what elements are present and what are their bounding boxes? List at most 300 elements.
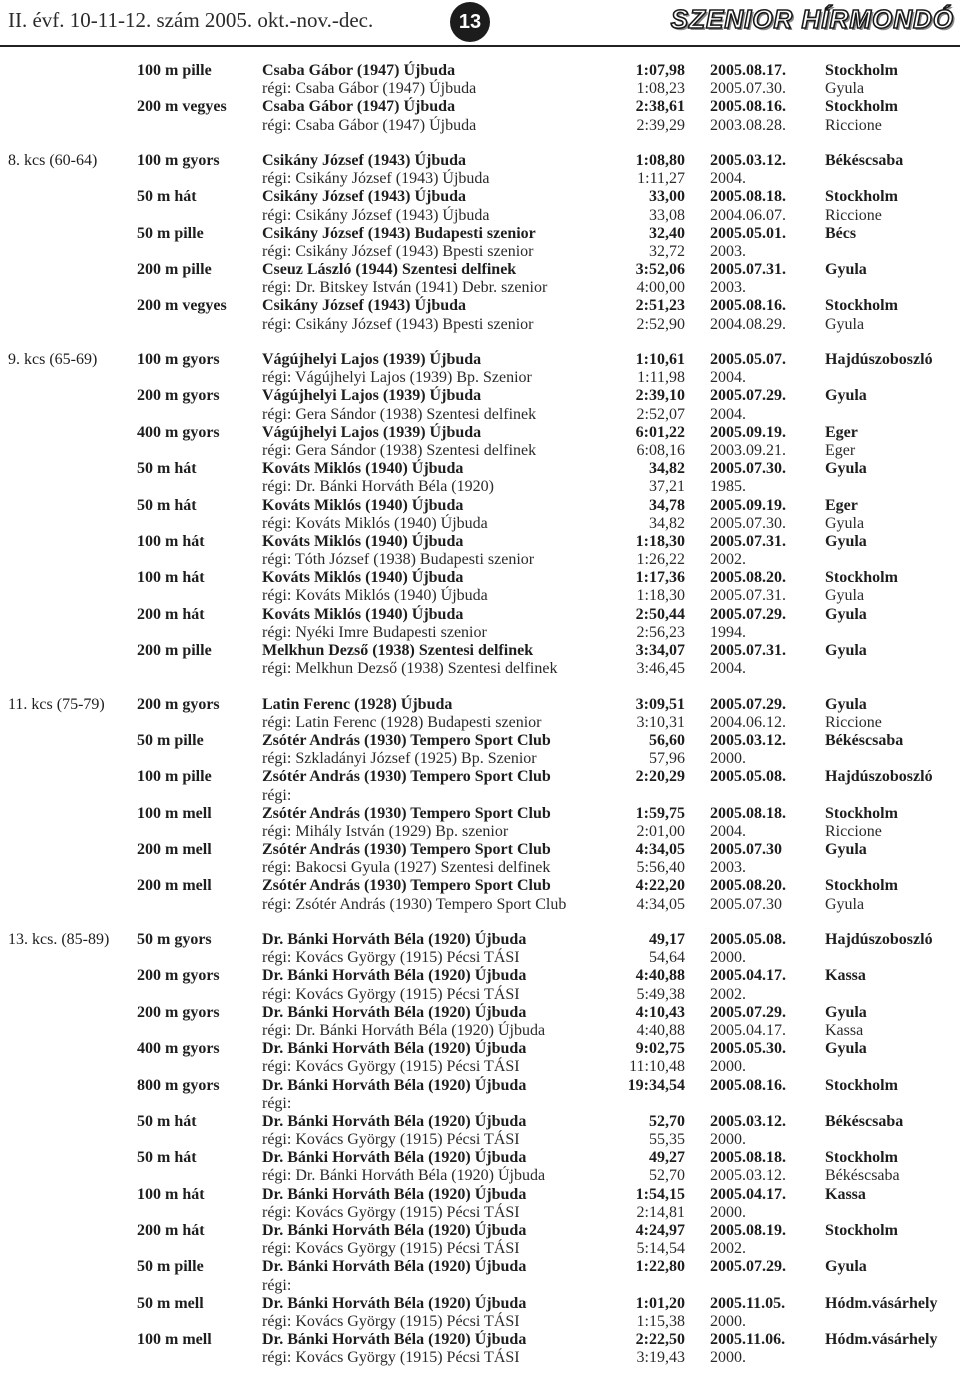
table-row: [0, 243, 960, 261]
table-row: [0, 533, 960, 551]
table-row: [0, 768, 960, 786]
swimmer-cell: Melkhun Dezső (1938) Szentesi delfinek: [262, 642, 534, 659]
date-cell: 2000.: [710, 1131, 746, 1149]
date-cell: 2005.08.18.: [710, 188, 786, 206]
swimmer-cell: Zsótér András (1930) Tempero Sport Club: [262, 804, 551, 822]
swimmer-cell: régi: Kovács György (1915) Pécsi TÁSI: [262, 1349, 520, 1367]
swimmer-cell: régi: Mihály István (1929) Bp. szenior: [262, 822, 509, 840]
page-header: [0, 0, 960, 42]
swimmer-cell: Dr. Bánki Horváth Béla (1920) Újbuda: [262, 1112, 527, 1130]
place-cell: Hódm.vásárhely: [825, 1294, 938, 1312]
place-cell: Gyula: [825, 605, 867, 623]
date-cell: 2000.: [710, 1058, 746, 1076]
table-row: [0, 279, 960, 297]
time-cell: 4:40,88: [635, 967, 685, 985]
event-cell: 100 m gyors: [137, 151, 220, 169]
time-cell: 2:50,44: [635, 605, 685, 623]
time-cell: 2:14,81: [636, 1203, 685, 1221]
swimmer-cell: régi:: [262, 1094, 292, 1112]
table-row: [0, 261, 960, 279]
time-cell: 1:18,30: [636, 587, 685, 605]
time-cell: 32,40: [649, 224, 685, 242]
time-cell: 1:08,23: [636, 80, 685, 98]
time-cell: 54,64: [649, 949, 685, 967]
swimmer-cell: Csaba Gábor (1947) Újbuda: [262, 98, 456, 116]
place-cell: Gyula: [825, 695, 867, 713]
date-cell: 2005.03.12.: [710, 731, 786, 749]
date-cell: 2005.05.30.: [710, 1040, 786, 1058]
event-cell: 800 m gyors: [137, 1076, 220, 1094]
swimmer-cell: Latin Ferenc (1928) Újbuda: [262, 695, 453, 713]
date-cell: 2005.05.08.: [710, 768, 786, 786]
swimmer-cell: Dr. Bánki Horváth Béla (1920) Újbuda: [262, 1185, 527, 1203]
time-cell: 4:34,05: [635, 841, 685, 859]
date-cell: 2005.08.20.: [710, 877, 786, 895]
swimmer-cell: régi: Dr. Bánki Horváth Béla (1920) Újbuda: [262, 1167, 546, 1185]
table-row: [0, 877, 960, 895]
swimmer-cell: régi: Kovács György (1915) Pécsi TÁSI: [262, 985, 520, 1003]
event-cell: 50 m hát: [137, 1149, 197, 1167]
table-row: [0, 207, 960, 225]
date-cell: 2000.: [710, 1312, 746, 1330]
table-row: [0, 841, 960, 859]
time-cell: 6:01,22: [635, 423, 685, 441]
event-cell: 200 m hát: [137, 605, 205, 623]
swimmer-cell: Vágújhelyi Lajos (1939) Újbuda: [262, 423, 482, 441]
table-row: [0, 1313, 960, 1331]
date-cell: 2000.: [710, 949, 746, 967]
date-cell: 2005.07.30.: [710, 460, 786, 478]
time-cell: 33,00: [649, 188, 685, 206]
time-cell: 34,82: [649, 460, 685, 478]
place-cell: Stockholm: [825, 877, 898, 895]
place-cell: Gyula: [825, 895, 865, 913]
time-cell: 3:19,43: [636, 1349, 685, 1367]
event-cell: 200 m mell: [137, 841, 212, 859]
date-cell: 2005.07.30.: [710, 514, 786, 532]
date-cell: 2002.: [710, 985, 746, 1003]
swimmer-cell: Csikány József (1943) Újbuda: [262, 151, 467, 169]
place-cell: Stockholm: [825, 98, 898, 116]
swimmer-cell: Zsótér András (1930) Tempero Sport Club: [262, 731, 551, 749]
table-row: [0, 117, 960, 135]
time-cell: 49,27: [649, 1149, 685, 1167]
place-cell: Eger: [825, 496, 858, 514]
place-cell: Riccione: [825, 206, 882, 224]
time-cell: 4:22,20: [635, 877, 685, 895]
time-cell: 1:22,80: [635, 1258, 685, 1276]
date-cell: 2000.: [710, 750, 746, 768]
table-row: [0, 569, 960, 587]
swimmer-cell: Kováts Miklós (1940) Újbuda: [262, 496, 464, 514]
age-category-cell: 11. kcs (75-79): [8, 695, 105, 713]
time-cell: 2:52,90: [636, 315, 685, 333]
swimmer-cell: Csikány József (1943) Újbuda: [262, 188, 467, 206]
place-cell: Hajdúszoboszló: [825, 768, 933, 786]
event-cell: 100 m hát: [137, 532, 205, 550]
date-cell: 2000.: [710, 1349, 746, 1367]
place-cell: Gyula: [825, 1003, 867, 1021]
place-cell: Hajdúszoboszló: [825, 931, 933, 948]
table-row: [0, 1258, 960, 1276]
time-cell: 1:11,98: [637, 369, 685, 387]
time-cell: 2:56,23: [636, 623, 685, 641]
header-rule: [0, 45, 960, 47]
place-cell: Stockholm: [825, 804, 898, 822]
date-cell: 2002.: [710, 1240, 746, 1258]
time-cell: 2:22,50: [635, 1331, 685, 1349]
place-cell: Gyula: [825, 1040, 867, 1058]
swimmer-cell: régi: Gera Sándor (1938) Szentesi delfinek: [262, 405, 537, 423]
date-cell: 2003.: [710, 859, 746, 877]
date-cell: 2005.07.31.: [710, 261, 786, 279]
swimmer-cell: Zsótér András (1930) Tempero Sport Club: [262, 877, 551, 895]
table-row: [0, 1149, 960, 1167]
place-cell: Stockholm: [825, 1222, 898, 1239]
date-cell: 2003.: [710, 279, 746, 297]
time-cell: 4:34,05: [636, 895, 685, 913]
place-cell: Hajdúszoboszló: [825, 351, 933, 368]
time-cell: 49,17: [649, 931, 685, 948]
event-cell: 100 m hát: [137, 569, 205, 587]
table-row: [0, 967, 960, 985]
table-row: [0, 1167, 960, 1185]
table-row: [0, 297, 960, 315]
date-cell: 2005.08.20.: [710, 569, 786, 587]
table-row: [0, 1022, 960, 1040]
table-row: [0, 80, 960, 98]
place-cell: Kassa: [825, 1185, 866, 1203]
time-cell: 1:11,27: [637, 170, 685, 188]
time-cell: 4:40,88: [636, 1021, 685, 1039]
date-cell: 2005.08.16.: [710, 1076, 786, 1094]
event-cell: 200 m vegyes: [137, 297, 227, 315]
date-cell: 2005.07.29.: [710, 1258, 786, 1276]
swimmer-cell: régi: Dr. Bánki Horváth Béla (1920): [262, 478, 494, 496]
table-row: [0, 696, 960, 714]
swimmer-cell: régi: Dr. Bitskey István (1941) Debr. szenior: [262, 279, 548, 297]
swimmer-cell: régi: Csaba Gábor (1947) Újbuda: [262, 80, 477, 98]
table-row: [0, 660, 960, 678]
time-cell: 52,70: [649, 1167, 685, 1185]
place-cell: Gyula: [825, 261, 867, 279]
swimmer-cell: régi: Kovács György (1915) Pécsi TÁSI: [262, 1203, 520, 1221]
table-row: [0, 1240, 960, 1258]
table-row: [0, 1095, 960, 1113]
table-row: [0, 478, 960, 496]
place-cell: Stockholm: [825, 62, 898, 79]
table-row: [0, 949, 960, 967]
event-cell: 200 m vegyes: [137, 98, 227, 116]
place-cell: Stockholm: [825, 1149, 898, 1167]
event-cell: 400 m gyors: [137, 1040, 220, 1058]
time-cell: 1:08,80: [635, 151, 685, 169]
date-cell: 2005.04.17.: [710, 967, 786, 985]
swimmer-cell: Dr. Bánki Horváth Béla (1920) Újbuda: [262, 1076, 527, 1094]
table-row: [0, 587, 960, 605]
event-cell: 50 m pille: [137, 1258, 204, 1276]
event-cell: 200 m gyors: [137, 387, 220, 405]
place-cell: Riccione: [825, 713, 882, 731]
date-cell: 2005.07.31.: [710, 532, 786, 550]
time-cell: 1:59,75: [635, 804, 685, 822]
swimmer-cell: régi: Melkhun Dezső (1938) Szentesi delfinek: [262, 660, 558, 678]
event-cell: 50 m mell: [137, 1294, 204, 1312]
swimmer-cell: régi: Gera Sándor (1938) Szentesi delfinek: [262, 441, 537, 459]
place-cell: Gyula: [825, 1258, 867, 1276]
time-cell: 5:56,40: [636, 859, 685, 877]
date-cell: 2005.07.30.: [710, 80, 786, 98]
table-row: [0, 1131, 960, 1149]
place-cell: Békéscsaba: [825, 731, 904, 749]
table-row: [0, 1277, 960, 1295]
table-row: [0, 424, 960, 442]
swimmer-cell: régi: Csaba Gábor (1947) Újbuda: [262, 116, 477, 134]
table-row: [0, 606, 960, 624]
time-cell: 1:07,98: [635, 62, 685, 79]
date-cell: 2003.09.21.: [710, 441, 786, 459]
table-row: [0, 1186, 960, 1204]
swimmer-cell: Kováts Miklós (1940) Újbuda: [262, 605, 464, 623]
time-cell: 3:34,07: [635, 642, 685, 659]
date-cell: 2005.07.29.: [710, 1003, 786, 1021]
table-row: [0, 316, 960, 334]
swimmer-cell: Vágújhelyi Lajos (1939) Újbuda: [262, 387, 482, 405]
date-cell: 2003.: [710, 242, 746, 260]
date-cell: 2005.05.08.: [710, 931, 786, 948]
swimmer-cell: régi: Csikány József (1943) Bpesti szenior: [262, 242, 534, 260]
table-row: [0, 1058, 960, 1076]
table-row: [0, 1349, 960, 1367]
table-row: [0, 624, 960, 642]
age-category-cell: 9. kcs (65-69): [8, 351, 98, 368]
event-cell: 200 m gyors: [137, 967, 220, 985]
swimmer-cell: régi:: [262, 786, 292, 804]
date-cell: 2005.11.05.: [710, 1294, 786, 1312]
time-cell: 4:10,43: [635, 1003, 685, 1021]
swimmer-cell: régi: Kováts Miklós (1940) Újbuda: [262, 587, 488, 605]
time-cell: 4:00,00: [636, 279, 685, 297]
table-row: [0, 188, 960, 206]
swimmer-cell: Dr. Bánki Horváth Béla (1920) Újbuda: [262, 1331, 527, 1349]
time-cell: 2:20,29: [635, 768, 685, 786]
table-row: [0, 98, 960, 116]
place-cell: Gyula: [825, 315, 865, 333]
place-cell: Gyula: [825, 387, 867, 405]
date-cell: 2005.03.12.: [710, 1167, 786, 1185]
time-cell: 55,35: [649, 1131, 685, 1149]
place-cell: Békéscsaba: [825, 151, 904, 169]
table-row: [0, 369, 960, 387]
date-cell: 2004.: [710, 369, 746, 387]
swimmer-cell: Dr. Bánki Horváth Béla (1920) Újbuda: [262, 931, 527, 948]
swimmer-cell: régi: Kováts Miklós (1940) Újbuda: [262, 514, 488, 532]
time-cell: 1:26,22: [636, 551, 685, 569]
table-row: [0, 931, 960, 949]
event-cell: 100 m pille: [137, 62, 212, 79]
event-cell: 200 m pille: [137, 261, 212, 279]
table-row: [0, 896, 960, 914]
age-category-cell: 13. kcs. (85-89): [8, 931, 110, 948]
table-row: [0, 1295, 960, 1313]
masthead-logo: SZENIOR HÍRMONDÓ: [670, 4, 954, 34]
event-cell: 200 m hát: [137, 1222, 205, 1239]
swimmer-cell: régi: Kovács György (1915) Pécsi TÁSI: [262, 1312, 520, 1330]
swimmer-cell: Dr. Bánki Horváth Béla (1920) Újbuda: [262, 967, 527, 985]
table-row: [0, 551, 960, 569]
table-row: [0, 986, 960, 1004]
time-cell: 57,96: [649, 750, 685, 768]
swimmer-cell: régi: Csikány József (1943) Újbuda: [262, 206, 490, 224]
place-cell: Eger: [825, 441, 856, 459]
table-row: [0, 1204, 960, 1222]
swimmer-cell: Dr. Bánki Horváth Béla (1920) Újbuda: [262, 1294, 527, 1312]
time-cell: 6:08,16: [636, 441, 685, 459]
date-cell: 2005.08.17.: [710, 62, 786, 79]
date-cell: 2005.05.07.: [710, 351, 786, 368]
place-cell: Riccione: [825, 822, 882, 840]
date-cell: 2005.07.29.: [710, 605, 786, 623]
date-cell: 2004.: [710, 660, 746, 678]
event-cell: 50 m pille: [137, 731, 204, 749]
place-cell: Békéscsaba: [825, 1167, 900, 1185]
place-cell: Stockholm: [825, 297, 898, 315]
table-row: [0, 714, 960, 732]
swimmer-cell: régi: Tóth József (1938) Budapesti szenior: [262, 551, 535, 569]
date-cell: 2005.07.30: [710, 895, 782, 913]
date-cell: 2005.03.12.: [710, 1112, 786, 1130]
place-cell: Kassa: [825, 1021, 864, 1039]
table-row: [0, 1331, 960, 1349]
event-cell: 50 m hát: [137, 460, 197, 478]
date-cell: 1985.: [710, 478, 746, 496]
place-cell: Gyula: [825, 80, 865, 98]
time-cell: 1:15,38: [636, 1312, 685, 1330]
swimmer-cell: Dr. Bánki Horváth Béla (1920) Újbuda: [262, 1003, 527, 1021]
table-row: [0, 170, 960, 188]
swimmer-cell: Dr. Bánki Horváth Béla (1920) Újbuda: [262, 1222, 527, 1239]
records-table: [0, 62, 960, 1368]
table-row: [0, 497, 960, 515]
table-row: [0, 1040, 960, 1058]
table-row: [0, 805, 960, 823]
date-cell: 2005.09.19.: [710, 496, 786, 514]
time-cell: 2:52,07: [636, 405, 685, 423]
swimmer-cell: Csaba Gábor (1947) Újbuda: [262, 62, 456, 79]
time-cell: 19:34,54: [627, 1076, 685, 1094]
swimmer-cell: régi: Kovács György (1915) Pécsi TÁSI: [262, 1131, 520, 1149]
time-cell: 11:10,48: [629, 1058, 685, 1076]
date-cell: 2004.06.07.: [710, 206, 786, 224]
page-number-badge: 13: [450, 2, 490, 42]
date-cell: 2005.07.31.: [710, 642, 786, 659]
event-cell: 100 m gyors: [137, 351, 220, 368]
place-cell: Gyula: [825, 460, 867, 478]
swimmer-cell: Cseuz László (1944) Szentesi delfinek: [262, 261, 517, 279]
place-cell: Gyula: [825, 841, 867, 859]
time-cell: 4:24,97: [635, 1222, 685, 1239]
date-cell: 2000.: [710, 1203, 746, 1221]
issue-line: II. évf. 10-11-12. szám 2005. okt.-nov.-dec.: [8, 8, 374, 32]
table-row: [0, 515, 960, 533]
table-row: [0, 152, 960, 170]
swimmer-cell: régi: Csikány József (1943) Újbuda: [262, 170, 490, 188]
swimmer-cell: Csikány József (1943) Budapesti szenior: [262, 224, 536, 242]
table-row: [0, 62, 960, 80]
place-cell: Kassa: [825, 967, 866, 985]
swimmer-cell: Vágújhelyi Lajos (1939) Újbuda: [262, 351, 482, 368]
date-cell: 2005.09.19.: [710, 423, 786, 441]
time-cell: 1:18,30: [635, 532, 685, 550]
time-cell: 5:14,54: [636, 1240, 685, 1258]
time-cell: 37,21: [649, 478, 685, 496]
event-cell: 50 m pille: [137, 224, 204, 242]
swimmer-cell: Zsótér András (1930) Tempero Sport Club: [262, 841, 551, 859]
time-cell: 2:51,23: [635, 297, 685, 315]
table-row: [0, 787, 960, 805]
table-row: [0, 460, 960, 478]
time-cell: 1:10,61: [635, 351, 685, 368]
time-cell: 9:02,75: [635, 1040, 685, 1058]
event-cell: 200 m pille: [137, 642, 212, 659]
time-cell: 3:09,51: [635, 695, 685, 713]
swimmer-cell: régi: Nyéki Imre Budapesti szenior: [262, 623, 487, 641]
table-row: [0, 225, 960, 243]
place-cell: Eger: [825, 423, 858, 441]
table-row: [0, 642, 960, 660]
table-row: [0, 442, 960, 460]
swimmer-cell: régi:: [262, 1276, 292, 1294]
place-cell: Bécs: [825, 224, 857, 242]
date-cell: 2005.04.17.: [710, 1185, 786, 1203]
event-cell: 50 m hát: [137, 188, 197, 206]
time-cell: 1:01,20: [635, 1294, 685, 1312]
date-cell: 2005.11.06.: [710, 1331, 786, 1349]
table-row: [0, 351, 960, 369]
date-cell: 2005.05.01.: [710, 224, 786, 242]
date-cell: 2005.07.29.: [710, 387, 786, 405]
place-cell: Hódm.vásárhely: [825, 1331, 938, 1349]
swimmer-cell: régi: Zsótér András (1930) Tempero Sport Club: [262, 895, 567, 913]
time-cell: 2:39,29: [636, 116, 685, 134]
swimmer-cell: régi: Csikány József (1943) Bpesti szenior: [262, 315, 534, 333]
swimmer-cell: régi: Vágújhelyi Lajos (1939) Bp. Szenior: [262, 369, 532, 387]
table-row: [0, 406, 960, 424]
date-cell: 2005.04.17.: [710, 1021, 786, 1039]
swimmer-cell: Zsótér András (1930) Tempero Sport Club: [262, 768, 551, 786]
date-cell: 2005.07.29.: [710, 695, 786, 713]
time-cell: 3:52,06: [635, 261, 685, 279]
date-cell: 2005.07.31.: [710, 587, 786, 605]
date-cell: 2004.06.12.: [710, 713, 786, 731]
event-cell: 200 m mell: [137, 877, 212, 895]
event-cell: 100 m mell: [137, 1331, 212, 1349]
table-row: [0, 859, 960, 877]
swimmer-cell: régi: Kovács György (1915) Pécsi TÁSI: [262, 1240, 520, 1258]
swimmer-cell: Kováts Miklós (1940) Újbuda: [262, 532, 464, 550]
date-cell: 2005.08.18.: [710, 804, 786, 822]
table-row: [0, 750, 960, 768]
swimmer-cell: régi: Kovács György (1915) Pécsi TÁSI: [262, 1058, 520, 1076]
place-cell: Gyula: [825, 514, 865, 532]
time-cell: 32,72: [649, 242, 685, 260]
event-cell: 100 m mell: [137, 804, 212, 822]
place-cell: Békéscsaba: [825, 1112, 904, 1130]
time-cell: 2:01,00: [636, 822, 685, 840]
time-cell: 34,78: [649, 496, 685, 514]
swimmer-cell: Dr. Bánki Horváth Béla (1920) Újbuda: [262, 1040, 527, 1058]
time-cell: 3:46,45: [636, 660, 685, 678]
